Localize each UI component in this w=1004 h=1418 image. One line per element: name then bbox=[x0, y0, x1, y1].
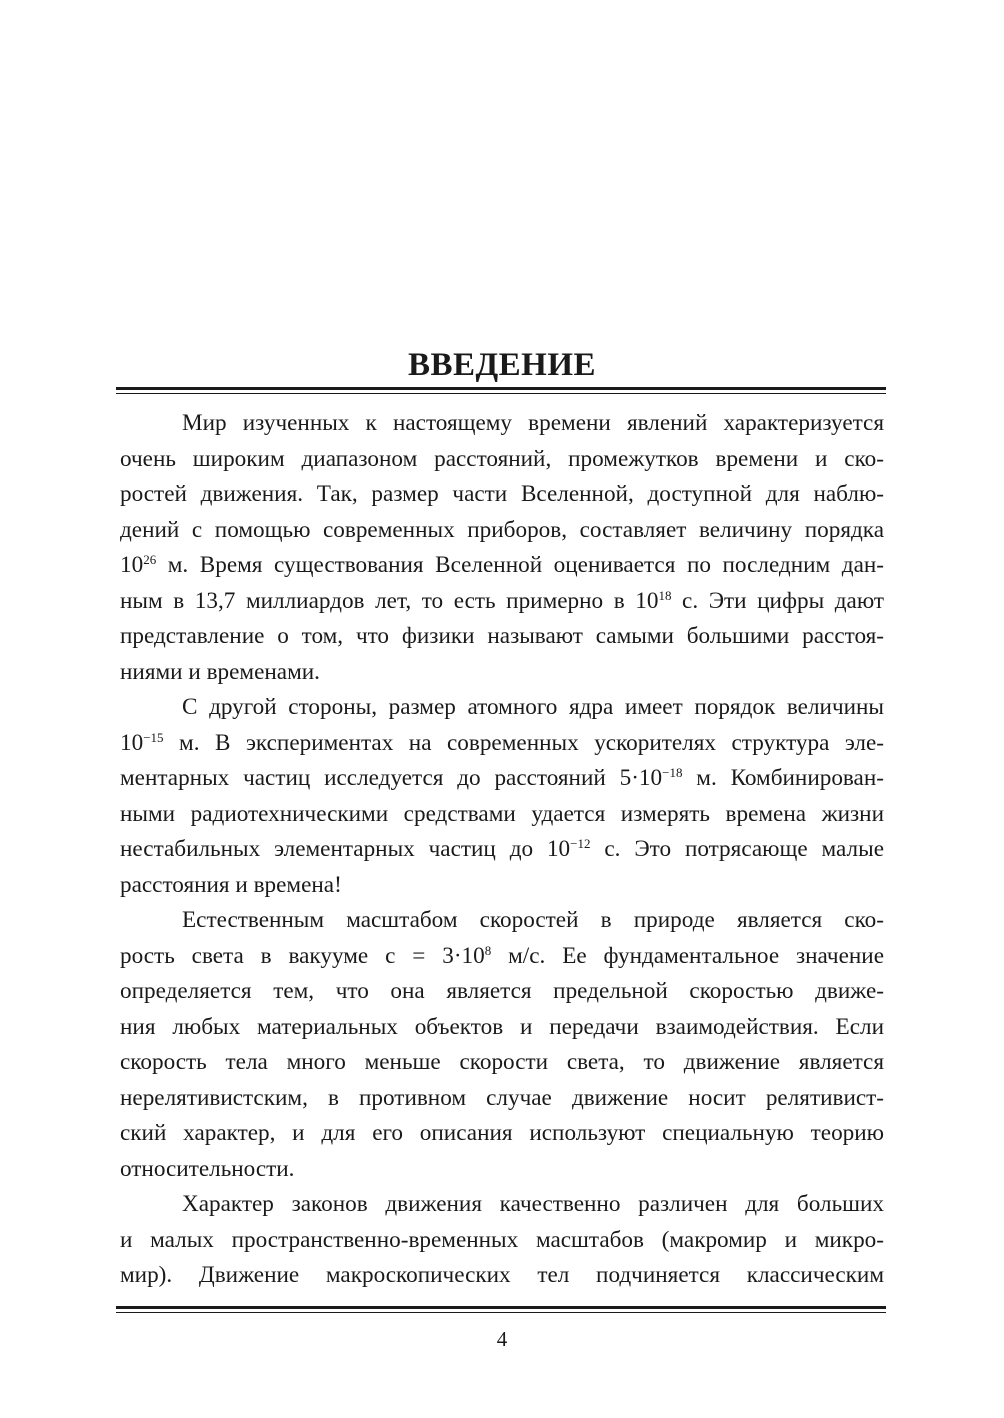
exponent: −15 bbox=[143, 729, 164, 745]
exponent: 18 bbox=[658, 587, 672, 603]
exponent: −18 bbox=[662, 765, 683, 781]
text-line bbox=[120, 1223, 884, 1259]
exponent: −12 bbox=[570, 836, 591, 852]
text-line bbox=[120, 797, 884, 833]
text-line bbox=[120, 761, 884, 797]
text-segment: Мир изученных к настоящему времени явлений характеризуется bbox=[182, 410, 884, 436]
text-segment: определяется тем, что она является предельной скоростью движе- bbox=[120, 978, 884, 1004]
exponent: 26 bbox=[143, 552, 157, 568]
text-segment: с. Это потрясающе малые bbox=[590, 836, 884, 862]
text-line bbox=[120, 832, 884, 868]
text-segment: ными радиотехническими средствами удается измерять времена жизни bbox=[120, 800, 884, 827]
text-segment: ростей движения. Так, размер части Вселенной, доступной для наблю- bbox=[120, 481, 884, 507]
text-line bbox=[120, 1258, 884, 1294]
text-line bbox=[120, 619, 884, 655]
text-segment: мир). Движение макроскопических тел подчиняется классическим bbox=[120, 1262, 884, 1288]
text-segment: С другой стороны, размер атомного ядра имеет порядок величины bbox=[182, 694, 884, 720]
text-segment: ментарных частиц исследуется до расстояний 5·10 bbox=[120, 765, 663, 791]
text-line bbox=[120, 406, 884, 442]
text-segment: м. Время существования Вселенной оценивается по последним дан- bbox=[156, 552, 884, 578]
text-line bbox=[120, 868, 884, 904]
text-segment: ния любых материальных объектов и передачи взаимодействия. Если bbox=[120, 1013, 884, 1040]
text-segment: м/с. Ее фундаментальное значение bbox=[491, 942, 884, 969]
exponent: 8 bbox=[484, 942, 492, 958]
footer-divider bbox=[116, 1306, 886, 1313]
text-segment: с. Эти цифры дают bbox=[671, 587, 884, 614]
text-segment: скорость тела много меньше скорости света, то движение является bbox=[120, 1049, 884, 1075]
text-segment: расстояния и времена! bbox=[120, 871, 342, 898]
body-text bbox=[120, 406, 884, 1294]
text-segment: рость света в вакууме c = 3·10 bbox=[120, 942, 485, 969]
text-segment: нестабильных элементарных частиц до 10 bbox=[120, 836, 571, 862]
text-line bbox=[120, 1081, 884, 1117]
text-line bbox=[120, 655, 884, 691]
text-line bbox=[120, 690, 884, 726]
text-segment: дений с помощью современных приборов, составляет величину порядка bbox=[120, 516, 884, 543]
text-segment: очень широким диапазоном расстояний, промежутков времени и ско- bbox=[120, 445, 884, 472]
text-segment: относительности. bbox=[120, 1155, 295, 1182]
text-line bbox=[120, 513, 884, 549]
text-line bbox=[120, 1187, 884, 1223]
text-segment: ский характер, и для его описания используют специальную теорию bbox=[120, 1120, 884, 1146]
text-line bbox=[120, 1152, 884, 1188]
text-segment: м. В экспериментах на современных ускорителях структура эле- bbox=[163, 729, 884, 756]
text-segment: ным в 13,7 миллиардов лет, то есть примерно в 10 bbox=[120, 587, 659, 614]
text-line bbox=[120, 903, 884, 939]
text-segment: представление о том, что физики называют самыми большими расстоя- bbox=[120, 623, 884, 649]
text-segment: Естественным масштабом скоростей в природе является ско- bbox=[182, 907, 884, 933]
page-number: 4 bbox=[496, 1327, 508, 1351]
text-line bbox=[120, 1045, 884, 1081]
text-line bbox=[120, 1010, 884, 1046]
text-line bbox=[120, 442, 884, 478]
text-line bbox=[120, 1116, 884, 1152]
text-segment: ниями и временами. bbox=[120, 658, 320, 685]
text-line bbox=[120, 726, 884, 762]
text-line bbox=[120, 477, 884, 513]
text-line bbox=[120, 939, 884, 975]
text-segment: нерелятивистским, в противном случае движение носит релятивист- bbox=[120, 1084, 884, 1111]
text-segment: 10 bbox=[120, 729, 144, 756]
title-divider bbox=[116, 387, 886, 394]
text-line bbox=[120, 548, 884, 584]
text-segment: и малых пространственно-временных масштабов (макромир и микро- bbox=[120, 1226, 884, 1253]
text-line bbox=[120, 974, 884, 1010]
text-segment: 10 bbox=[120, 552, 144, 578]
text-segment: м. Комбинирован- bbox=[682, 765, 884, 791]
chapter-title: ВВЕДЕНИЕ bbox=[407, 347, 597, 383]
text-line bbox=[120, 584, 884, 620]
text-segment: Характер законов движения качественно различен для больших bbox=[182, 1191, 884, 1217]
